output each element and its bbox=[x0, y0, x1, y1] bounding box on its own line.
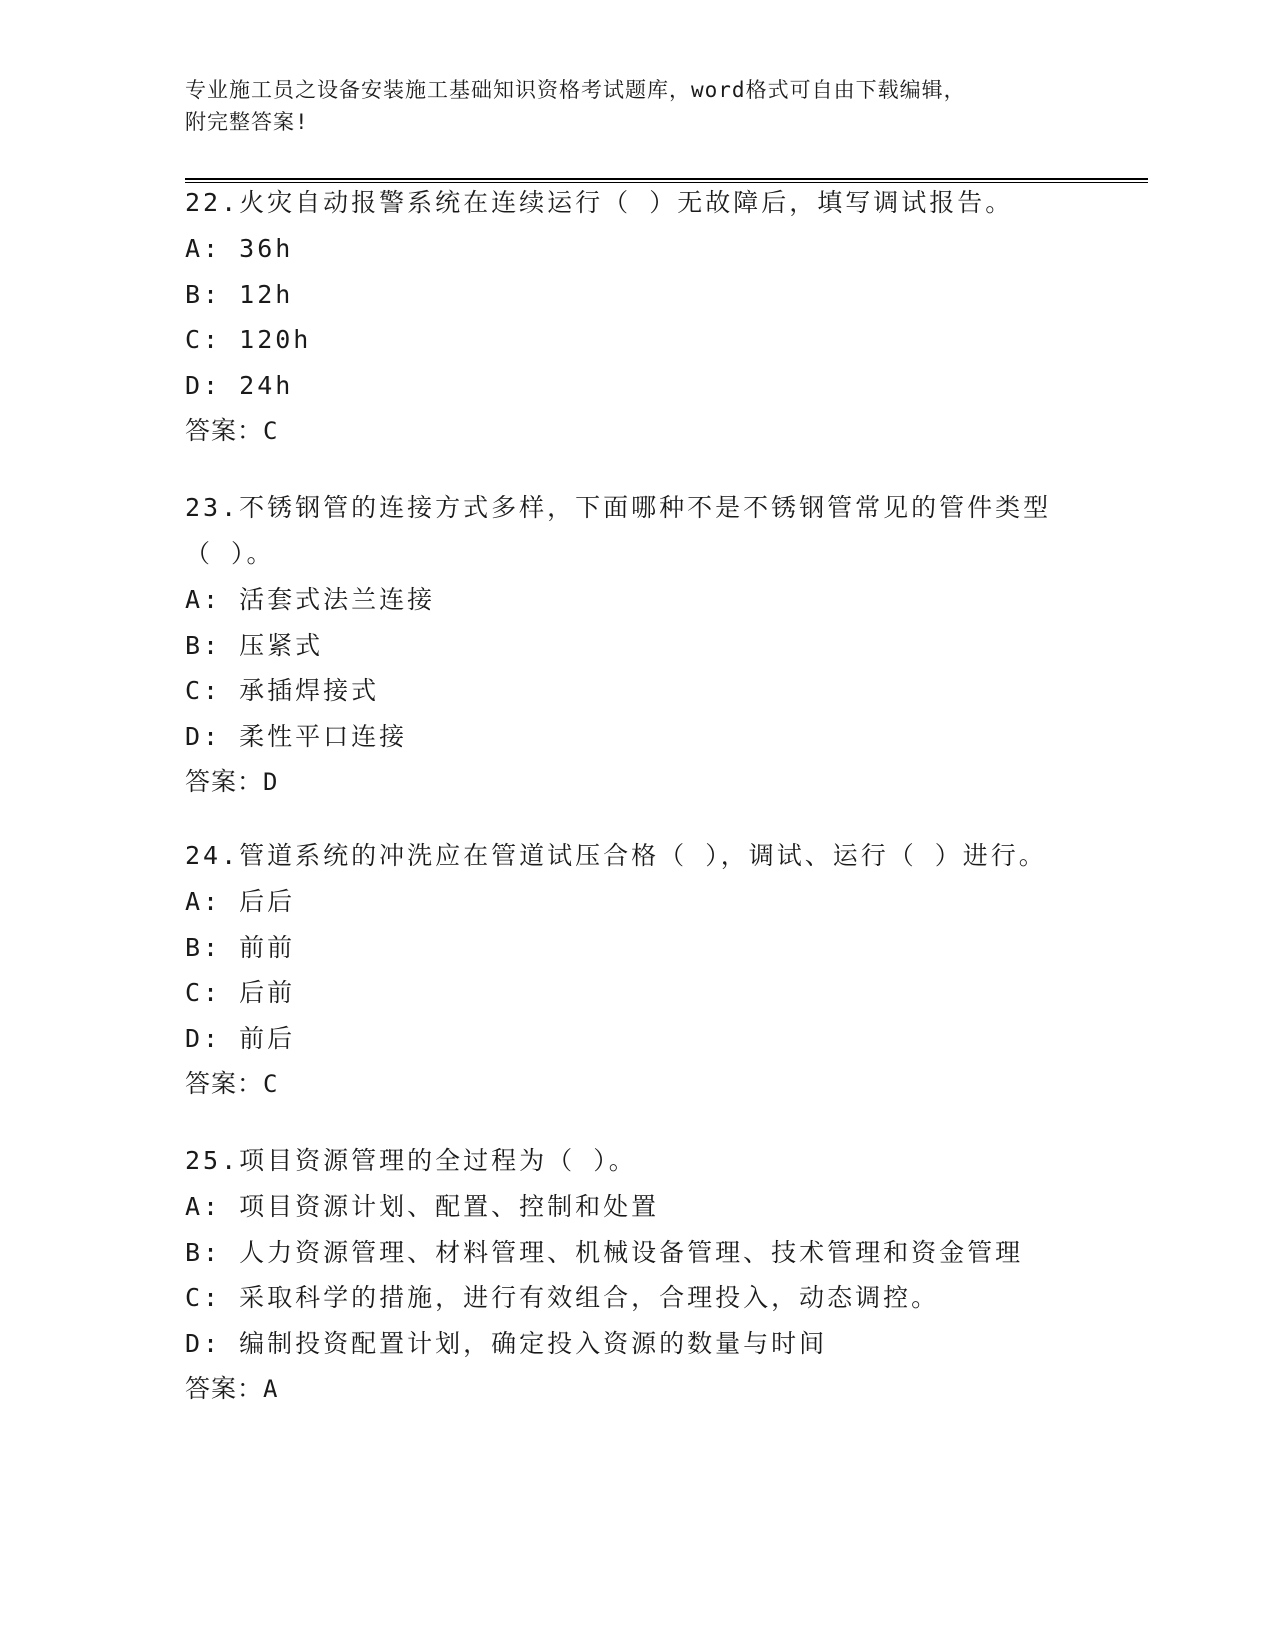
option-a: A: 36h bbox=[185, 234, 294, 263]
option-a: A: 活套式法兰连接 bbox=[185, 585, 436, 614]
option-c: C: 后前 bbox=[185, 978, 296, 1007]
answer bbox=[185, 408, 1085, 455]
question-text: 23.不锈钢管的连接方式多样，下面哪种不是不锈钢管常见的管件类型（ ）。 bbox=[185, 493, 1052, 568]
answer-value: C bbox=[263, 417, 279, 445]
option-d: D: 编制投资配置计划，确定投入资源的数量与时间 bbox=[185, 1328, 828, 1358]
option-d: D: 柔性平口连接 bbox=[185, 721, 408, 751]
option-b: B: 人力资源管理、材料管理、机械设备管理、技术管理和资金管理 bbox=[185, 1237, 1024, 1267]
question-text: 24.管道系统的冲洗应在管道试压合格（ ），调试、运行（ ）进行。 bbox=[185, 841, 1047, 870]
header-line-1: 专业施工员之设备安装施工基础知识资格考试题库，word格式可自由下载编辑， bbox=[185, 78, 966, 102]
answer bbox=[185, 1366, 1085, 1413]
option-a: A: 项目资源计划、配置、控制和处置 bbox=[185, 1192, 660, 1221]
option-b: B: 12h bbox=[185, 279, 294, 309]
answer-value: A bbox=[263, 1375, 279, 1403]
option-a: A: 后后 bbox=[185, 887, 296, 916]
answer-label: 答案： bbox=[185, 416, 264, 445]
option-c: C: 承插焊接式 bbox=[185, 676, 380, 705]
option-c: C: 120h bbox=[185, 325, 312, 354]
header-line-2: 附完整答案! bbox=[185, 110, 309, 134]
answer-label: 答案： bbox=[185, 1069, 264, 1098]
question-text: 25.项目资源管理的全过程为（ ）。 bbox=[185, 1146, 637, 1175]
answer bbox=[185, 759, 1055, 806]
question-24 bbox=[185, 833, 1085, 1108]
question-22 bbox=[185, 180, 1085, 455]
option-b: B: 前前 bbox=[185, 932, 296, 962]
answer-label: 答案： bbox=[185, 767, 264, 796]
document-header bbox=[185, 74, 1065, 138]
answer bbox=[185, 1061, 1085, 1108]
option-d: D: 前后 bbox=[185, 1023, 296, 1053]
option-b: B: 压紧式 bbox=[185, 630, 324, 660]
question-23 bbox=[185, 485, 1055, 806]
question-text: 22.火灾自动报警系统在连续运行（ ）无故障后，填写调试报告。 bbox=[185, 188, 1014, 217]
option-c: C: 采取科学的措施，进行有效组合，合理投入，动态调控。 bbox=[185, 1283, 940, 1312]
answer-value: C bbox=[263, 1070, 279, 1098]
question-25 bbox=[185, 1138, 1085, 1413]
answer-label: 答案： bbox=[185, 1374, 264, 1403]
option-d: D: 24h bbox=[185, 370, 294, 400]
answer-value: D bbox=[263, 768, 279, 796]
